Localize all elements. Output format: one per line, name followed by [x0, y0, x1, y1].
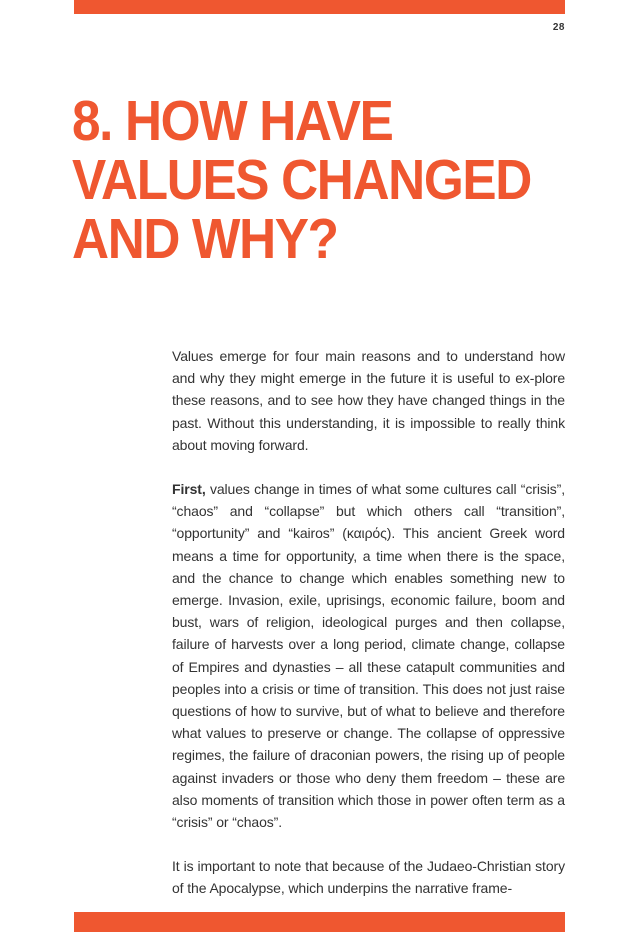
bottom-accent-bar — [74, 912, 565, 932]
chapter-title-line-1: 8. HOW HAVE — [72, 89, 393, 153]
paragraph-2 — [172, 478, 565, 833]
chapter-title-line-3: AND WHY? — [72, 207, 338, 271]
page-number: 28 — [552, 22, 565, 33]
chapter-title — [72, 89, 531, 271]
top-accent-bar — [74, 0, 565, 14]
paragraph-2-text: values change in times of what some cultures call “crisis”, “chaos” and “collapse” but which others call “transition”, “opportunity” and “kairos” (καιρός). This ancient Greek word means a time for opportunity, a time when there is the space, and the chance to change which enables something new to emerge. Invasion, exile, uprisings, economic failure, boom and bust, wars of religion, ideological purges and then collapse, failure of harvests over a long period, climate change, collapse of Empires and dynasties – all these catapult communities and peoples into a crisis or time of transition. This does not just raise questions of how to survive, but of what to believe and therefore what values to preserve or change. The collapse of oppressive regimes, the failure of draconian powers, the rising up of people against invaders or those who deny them freedom – these are also moments of transition which those in power often term as a “crisis” or “chaos”. — [172, 481, 565, 831]
paragraph-2-lead: First, — [172, 481, 206, 498]
paragraph-3: It is important to note that because of the Judaeo-Christian story of the Apocalypse, which underpins the narrative frame- — [172, 858, 565, 897]
paragraph-1: Values emerge for four main reasons and to understand how and why they might emerge in the future it is useful to ex-plore these reasons, and to see how they have changed things in the past. Without this understanding, it is impossible to really think about moving forward. — [172, 348, 565, 453]
body-text — [172, 345, 565, 922]
chapter-title-line-2: VALUES CHANGED — [72, 148, 531, 212]
